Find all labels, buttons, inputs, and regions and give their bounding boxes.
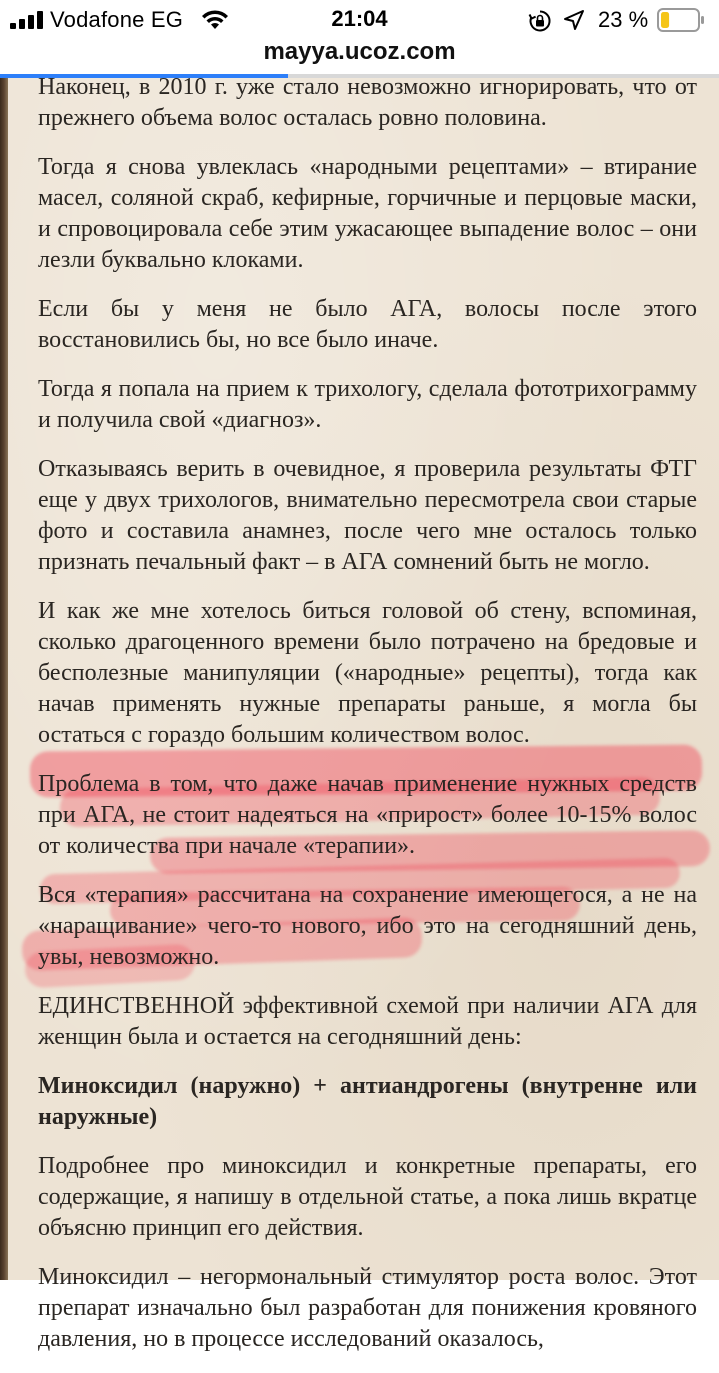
battery-icon xyxy=(657,8,705,32)
orientation-lock-icon xyxy=(528,9,552,33)
page-left-border xyxy=(0,78,8,1280)
article-paragraph: Миноксидил – негормональный стимулятор роста волос. Этот препарат изначально был разработан для понижения кровяного давления, но в процессе исследований оказалось, xyxy=(38,1264,697,1352)
status-bar xyxy=(0,0,719,40)
article-paragraph: И как же мне хотелось биться головой об стену, вспоминая, сколько драгоценного времени было потрачено на бредовые и бесполезные манипуляции («народные» рецепты), тогда как начав применять нужные препараты раньше, я могла бы остаться с гораздо большим количеством волос. xyxy=(38,598,697,748)
battery-percentage: 23 % xyxy=(598,7,649,32)
article-paragraph: Наконец, в 2010 г. уже стало невозможно игнорировать, что от прежнего объема волос осталась ровно половина. xyxy=(38,74,697,131)
highlighted-paragraph: Проблема в том, что даже начав применение нужных средств при АГА, не стоит надеяться на «прирост» более 10-15% волос от количества при начале «терапии». xyxy=(38,771,697,859)
article-paragraph: Если бы у меня не было АГА, волосы после этого восстановились бы, но все было иначе. xyxy=(38,296,697,353)
article-paragraph: Подробнее про миноксидил и конкретные препараты, его содержащие, я напишу в отдельной статье, а пока лишь вкратце объясню принцип его действия. xyxy=(38,1153,697,1241)
article-paragraph: Тогда я попала на прием к трихологу, сделала фототрихограмму и получила свой «диагноз». xyxy=(38,376,697,433)
location-arrow-icon xyxy=(563,9,585,31)
article-body xyxy=(38,72,697,1373)
web-page[interactable] xyxy=(0,74,719,1352)
carrier-name: Vodafone EG xyxy=(50,7,184,32)
bold-scheme-paragraph: Миноксидил (наружно) + антиандрогены (внутренне или наружные) xyxy=(38,1073,697,1130)
article-paragraph: ЕДИНСТВЕННОЙ эффективной схемой при наличии АГА для женщин была и остается на сегодняшний день: xyxy=(38,993,697,1050)
clock: 21:04 xyxy=(331,6,388,31)
highlighted-paragraph: Вся «терапия» рассчитана на сохранение имеющегося, а не на «наращивание» чего-то нового, ибо это на сегодняшний день, увы, невозможно. xyxy=(38,882,697,970)
article-paragraph: Тогда я снова увлеклась «народными рецептами» – втирание масел, соляной скраб, кефирные, горчичные и перцовые маски, и спровоцировала себе этим ужасающее выпадение волос – они лезли буквально клоками. xyxy=(38,154,697,273)
url-text[interactable]: mayya.ucoz.com xyxy=(263,38,456,65)
article-paragraph: Отказываясь верить в очевидное, я проверила результаты ФТГ еще у двух трихологов, внимательно пересмотрела свои старые фото и составила анамнез, после чего мне осталось только признать печальный факт – в АГА сомнений быть не могло. xyxy=(38,456,697,575)
